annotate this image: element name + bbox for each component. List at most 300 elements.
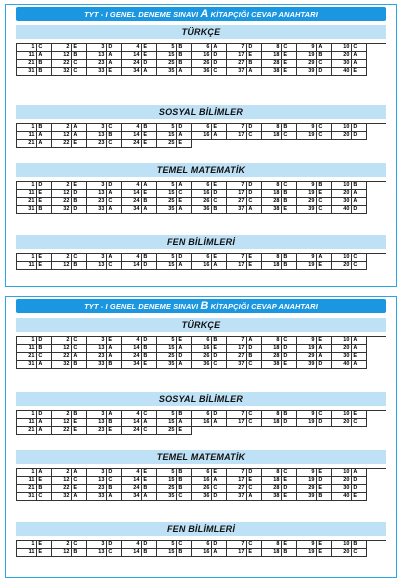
answer-cell (87, 337, 122, 345)
answer-row (17, 254, 386, 262)
answer-cell (17, 198, 52, 206)
question-number: 16 (203, 132, 210, 138)
answer-letter: C (36, 493, 51, 500)
answer-letter: C (246, 411, 261, 418)
question-number: 9 (311, 411, 315, 417)
answer-cell (262, 485, 297, 493)
question-number: 6 (206, 541, 210, 547)
answer-cell (52, 345, 87, 353)
answer-cell (192, 60, 227, 68)
answer-letter: A (176, 419, 191, 426)
question-number: 16 (203, 477, 210, 483)
question-number: 9 (311, 254, 315, 260)
question-number: 10 (343, 254, 350, 260)
answer-letter: A (211, 549, 226, 556)
answer-cell (87, 353, 122, 361)
answer-cell (52, 190, 87, 198)
answer-letter: A (211, 262, 226, 269)
question-number: 35 (168, 493, 175, 499)
answer-letter: E (141, 132, 156, 139)
question-number: 3 (101, 44, 105, 50)
question-number: 11 (28, 345, 35, 351)
question-number: 6 (206, 182, 210, 188)
subject-section (16, 318, 386, 369)
question-number: 17 (238, 132, 245, 138)
question-number: 22 (63, 60, 70, 66)
question-number: 3 (101, 254, 105, 260)
answer-cell (17, 262, 52, 270)
answer-cell (227, 132, 262, 140)
answer-row (17, 68, 386, 76)
answer-cell (52, 411, 87, 419)
answer-letter: B (176, 477, 191, 484)
question-number: 2 (66, 469, 70, 475)
answer-cell (192, 493, 227, 501)
answer-letter: B (351, 182, 366, 189)
answer-cell (157, 60, 192, 68)
answer-letter: A (211, 477, 226, 484)
answer-letter: C (106, 124, 121, 131)
answer-cell (87, 361, 122, 369)
answer-cell (122, 493, 157, 501)
answer-letter: C (246, 485, 261, 492)
answer-letter: B (176, 469, 191, 476)
answer-cell (157, 190, 192, 198)
question-number: 13 (98, 132, 105, 138)
answer-cell (332, 361, 367, 369)
answer-cell (52, 485, 87, 493)
answer-letter: D (246, 469, 261, 476)
answer-letter: C (211, 485, 226, 492)
question-number: 9 (311, 44, 315, 50)
answer-cell (192, 52, 227, 60)
question-number: 8 (276, 469, 280, 475)
question-number: 5 (171, 182, 175, 188)
answer-letter: A (36, 469, 51, 476)
question-number: 12 (63, 549, 70, 555)
answer-letter: A (351, 345, 366, 352)
question-number: 25 (168, 427, 175, 433)
question-number: 21 (28, 485, 35, 491)
answer-cell (262, 198, 297, 206)
answer-cell (157, 549, 192, 557)
answer-letter: A (246, 493, 261, 500)
question-number: 27 (238, 353, 245, 359)
question-number: 33 (98, 493, 105, 499)
answer-letter: D (316, 477, 331, 484)
answer-letter: B (106, 132, 121, 139)
question-number: 5 (171, 337, 175, 343)
question-number: 12 (63, 190, 70, 196)
question-number: 16 (203, 262, 210, 268)
answer-cell (262, 549, 297, 557)
answer-cell (157, 206, 192, 214)
answer-letter: C (281, 44, 296, 51)
answer-row (17, 124, 386, 132)
answer-cell (227, 206, 262, 214)
answer-cell (332, 198, 367, 206)
answer-cell (227, 361, 262, 369)
question-number: 18 (273, 477, 280, 483)
answer-cell (52, 132, 87, 140)
answer-letter: E (316, 469, 331, 476)
answer-letter: B (316, 493, 331, 500)
answer-cell (122, 206, 157, 214)
answer-letter: C (176, 541, 191, 548)
question-number: 13 (98, 477, 105, 483)
answer-cell (52, 427, 87, 435)
answer-letter: B (71, 411, 86, 418)
answer-cell (87, 206, 122, 214)
answer-cell (122, 140, 157, 148)
answer-cell (122, 485, 157, 493)
section-title: FEN BİLİMLERİ (16, 235, 386, 249)
question-number: 22 (63, 353, 70, 359)
question-number: 30 (343, 353, 350, 359)
answer-cell (122, 254, 157, 262)
answer-cell (122, 68, 157, 76)
answer-cell (52, 254, 87, 262)
answer-letter: C (71, 254, 86, 261)
answer-letter: C (316, 124, 331, 131)
question-number: 12 (63, 477, 70, 483)
question-number: 37 (238, 361, 245, 367)
answer-letter: E (316, 541, 331, 548)
question-number: 35 (168, 68, 175, 74)
answer-letter: C (71, 60, 86, 67)
answer-letter: E (211, 469, 226, 476)
answer-letter: E (351, 353, 366, 360)
answer-grid (16, 123, 386, 148)
question-number: 28 (273, 485, 280, 491)
answer-letter: B (281, 198, 296, 205)
subject-section (16, 450, 386, 501)
subject-section (16, 163, 386, 214)
answer-letter: D (246, 182, 261, 189)
answer-cell (157, 345, 192, 353)
answer-cell (262, 411, 297, 419)
answer-letter: E (281, 541, 296, 548)
question-number: 15 (168, 549, 175, 555)
question-number: 25 (168, 353, 175, 359)
answer-letter: D (106, 182, 121, 189)
answer-cell (87, 345, 122, 353)
question-number: 4 (136, 337, 140, 343)
answer-letter: D (36, 182, 51, 189)
answer-cell (332, 469, 367, 477)
answer-letter: D (246, 190, 261, 197)
answer-cell (192, 337, 227, 345)
answer-cell (227, 345, 262, 353)
answer-letter: D (176, 353, 191, 360)
answer-cell (297, 68, 332, 76)
answer-letter: D (176, 254, 191, 261)
answer-cell (297, 44, 332, 52)
answer-letter: B (281, 549, 296, 556)
question-number: 19 (308, 477, 315, 483)
question-number: 14 (133, 190, 140, 196)
question-number: 34 (133, 493, 140, 499)
answer-cell (332, 52, 367, 60)
answer-letter: D (211, 60, 226, 67)
answer-letter: A (106, 254, 121, 261)
answer-letter: E (106, 427, 121, 434)
question-number: 23 (98, 353, 105, 359)
answer-cell (87, 124, 122, 132)
answer-letter: A (141, 493, 156, 500)
question-number: 9 (311, 337, 315, 343)
question-number: 13 (98, 549, 105, 555)
answer-letter: C (316, 198, 331, 205)
question-number: 4 (136, 254, 140, 260)
answer-cell (262, 361, 297, 369)
answer-cell (262, 419, 297, 427)
answer-letter: B (36, 206, 51, 213)
answer-cell (52, 60, 87, 68)
answer-row (17, 44, 386, 52)
question-number: 18 (273, 132, 280, 138)
answer-cell (332, 206, 367, 214)
answer-letter: A (36, 132, 51, 139)
answer-letter: A (71, 132, 86, 139)
answer-cell (52, 44, 87, 52)
answer-letter: B (36, 68, 51, 75)
question-number: 10 (343, 541, 350, 547)
answer-cell (87, 60, 122, 68)
answer-cell (17, 60, 52, 68)
answer-letter: E (176, 140, 191, 147)
question-number: 26 (203, 198, 210, 204)
answer-letter: B (36, 485, 51, 492)
question-number: 29 (308, 353, 315, 359)
answer-letter: B (246, 353, 261, 360)
question-number: 26 (203, 60, 210, 66)
answer-cell (227, 254, 262, 262)
answer-letter: E (246, 254, 261, 261)
answer-cell (332, 254, 367, 262)
answer-letter: C (281, 182, 296, 189)
answer-letter: B (71, 549, 86, 556)
answer-cell (17, 132, 52, 140)
answer-letter: E (316, 485, 331, 492)
answer-letter: E (176, 427, 191, 434)
answer-letter: D (211, 493, 226, 500)
question-number: 20 (343, 345, 350, 351)
question-number: 35 (168, 361, 175, 367)
question-number: 9 (311, 182, 315, 188)
answer-cell (297, 124, 332, 132)
answer-cell (87, 52, 122, 60)
question-number: 13 (98, 52, 105, 58)
answer-letter: A (106, 493, 121, 500)
question-number: 16 (203, 190, 210, 196)
booklet-title-suffix: KİTAPÇIĞI CEVAP ANAHTARI (208, 10, 318, 19)
question-number: 15 (168, 419, 175, 425)
subject-section (16, 522, 386, 557)
question-number: 2 (66, 541, 70, 547)
answer-letter: D (246, 124, 261, 131)
answer-cell (122, 469, 157, 477)
answer-cell (227, 477, 262, 485)
question-number: 20 (343, 132, 350, 138)
question-number: 28 (273, 353, 280, 359)
answer-cell (87, 411, 122, 419)
question-number: 14 (133, 132, 140, 138)
answer-letter: C (316, 60, 331, 67)
answer-cell (227, 493, 262, 501)
answer-cell (17, 427, 52, 435)
answer-cell (262, 52, 297, 60)
answer-letter: B (211, 337, 226, 344)
question-number: 39 (308, 68, 315, 74)
answer-letter: B (71, 262, 86, 269)
answer-cell (87, 254, 122, 262)
answer-letter: A (141, 182, 156, 189)
question-number: 8 (276, 44, 280, 50)
answer-letter: E (281, 206, 296, 213)
answer-row (17, 411, 386, 419)
answer-cell (227, 419, 262, 427)
question-number: 1 (31, 44, 35, 50)
answer-letter: D (281, 353, 296, 360)
answer-cell (17, 493, 52, 501)
answer-letter: B (246, 60, 261, 67)
answer-letter: E (176, 337, 191, 344)
question-number: 32 (63, 68, 70, 74)
answer-letter: C (316, 132, 331, 139)
answer-cell (297, 419, 332, 427)
answer-letter: E (106, 68, 121, 75)
answer-cell (157, 541, 192, 549)
answer-grid (16, 253, 386, 270)
answer-cell (192, 44, 227, 52)
question-number: 38 (273, 206, 280, 212)
question-number: 34 (133, 206, 140, 212)
answer-letter: E (316, 337, 331, 344)
question-number: 2 (66, 254, 70, 260)
question-number: 35 (168, 206, 175, 212)
section-title: SOSYAL BİLİMLER (16, 392, 386, 406)
answer-grid (16, 468, 386, 501)
question-number: 15 (168, 52, 175, 58)
question-number: 2 (66, 182, 70, 188)
answer-cell (227, 60, 262, 68)
answer-letter: D (351, 132, 366, 139)
question-number: 17 (238, 190, 245, 196)
answer-cell (227, 469, 262, 477)
answer-row (17, 190, 386, 198)
answer-letter: A (351, 52, 366, 59)
answer-letter: D (211, 353, 226, 360)
answer-cell (52, 182, 87, 190)
answer-letter: C (71, 541, 86, 548)
answer-letter: E (71, 419, 86, 426)
answer-letter: A (351, 198, 366, 205)
answer-cell (157, 469, 192, 477)
answer-letter: D (281, 485, 296, 492)
question-number: 8 (276, 254, 280, 260)
answer-letter: C (246, 361, 261, 368)
answer-cell (297, 345, 332, 353)
question-number: 38 (273, 68, 280, 74)
answer-row (17, 353, 386, 361)
answer-cell (157, 477, 192, 485)
answer-letter: E (351, 493, 366, 500)
question-number: 15 (168, 345, 175, 351)
answer-cell (17, 411, 52, 419)
question-number: 22 (63, 485, 70, 491)
answer-letter: B (176, 485, 191, 492)
question-number: 25 (168, 140, 175, 146)
answer-cell (17, 345, 52, 353)
answer-cell (87, 262, 122, 270)
answer-cell (122, 353, 157, 361)
question-number: 33 (98, 68, 105, 74)
question-number: 23 (98, 427, 105, 433)
question-number: 27 (238, 198, 245, 204)
answer-grid (16, 43, 386, 76)
question-number: 20 (343, 262, 350, 268)
answer-cell (227, 549, 262, 557)
answer-cell (192, 198, 227, 206)
answer-letter: D (71, 206, 86, 213)
question-number: 39 (308, 206, 315, 212)
answer-row (17, 182, 386, 190)
answer-letter: D (106, 541, 121, 548)
question-number: 13 (98, 345, 105, 351)
answer-letter: B (211, 206, 226, 213)
answer-letter: A (176, 361, 191, 368)
answer-cell (157, 427, 192, 435)
answer-letter: B (36, 124, 51, 131)
answer-letter: D (316, 361, 331, 368)
answer-letter: E (141, 361, 156, 368)
answer-key-booklet (5, 296, 397, 578)
answer-letter: C (281, 132, 296, 139)
answer-letter: A (106, 206, 121, 213)
question-number: 5 (171, 411, 175, 417)
answer-cell (332, 132, 367, 140)
answer-cell (332, 44, 367, 52)
answer-letter: C (36, 353, 51, 360)
answer-letter: C (106, 198, 121, 205)
question-number: 8 (276, 124, 280, 130)
answer-letter: A (106, 411, 121, 418)
answer-cell (157, 262, 192, 270)
answer-letter: C (176, 493, 191, 500)
question-number: 15 (168, 132, 175, 138)
question-number: 32 (63, 206, 70, 212)
answer-letter: A (176, 68, 191, 75)
question-number: 11 (28, 419, 35, 425)
question-number: 24 (133, 140, 140, 146)
answer-cell (192, 262, 227, 270)
question-number: 14 (133, 419, 140, 425)
answer-cell (297, 361, 332, 369)
question-number: 23 (98, 60, 105, 66)
question-number: 1 (31, 541, 35, 547)
answer-row (17, 541, 386, 549)
answer-row (17, 345, 386, 353)
answer-letter: A (246, 68, 261, 75)
answer-cell (87, 190, 122, 198)
question-number: 18 (273, 419, 280, 425)
answer-letter: E (141, 477, 156, 484)
answer-row (17, 132, 386, 140)
answer-cell (52, 361, 87, 369)
answer-cell (122, 411, 157, 419)
answer-cell (192, 124, 227, 132)
